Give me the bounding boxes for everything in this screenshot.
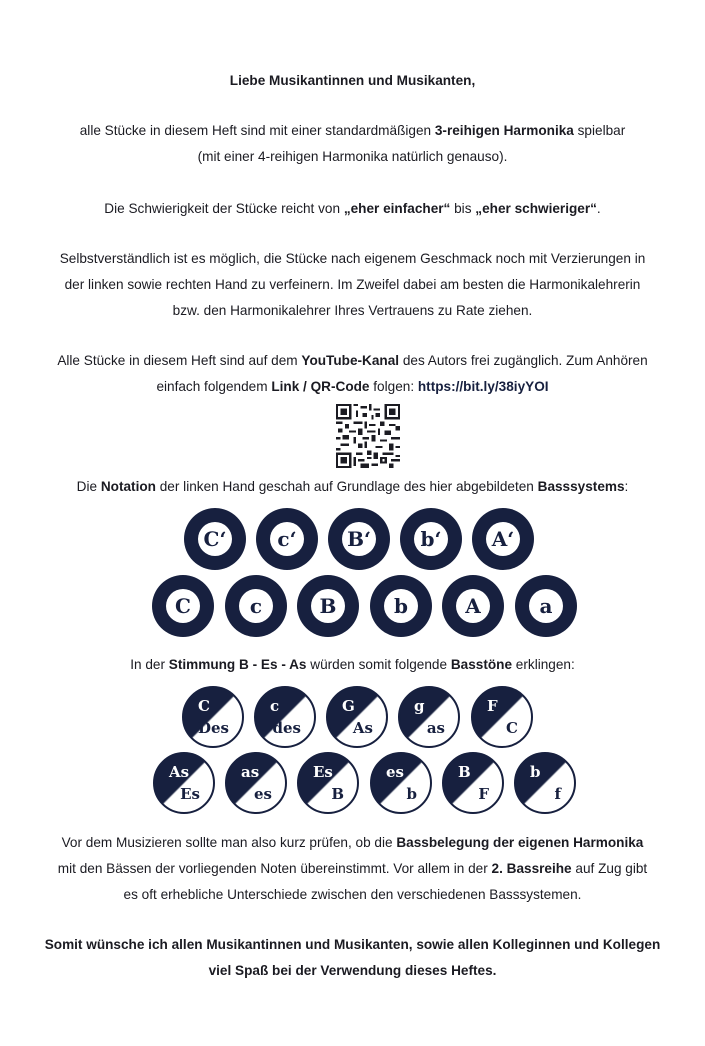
paragraph-check: Vor dem Musizieren sollte man also kurz prüfen, ob die Bassbelegung der eigenen Harmonika mit den Bässen der vorliegenden Noten übereinstimmt. Vor allem in der 2. Bassreihe auf Zug gibt es oft erhebliche Unterschiede zwischen den verschiedenen Basssystemen. (57, 835, 648, 902)
bass-button: C‘ (184, 508, 246, 570)
bass-button: b (370, 575, 432, 637)
tone-button: es b (370, 752, 432, 814)
bass-button: b‘ (400, 508, 462, 570)
greeting: Liebe Musikantinnen und Musikanten, (229, 73, 476, 88)
bass-button: B‘ (328, 508, 390, 570)
tone-button: as es (225, 752, 287, 814)
bass-button: a (515, 575, 577, 637)
bass-row-2 (0, 575, 705, 637)
paragraph-notation: Die Notation der linken Hand geschah auf Grundlage des hier abgebildeten Basssystems: (76, 479, 629, 494)
tone-button: g as (398, 686, 460, 748)
bass-button: A (442, 575, 504, 637)
closing: Somit wünsche ich allen Musikantinnen und Musikanten, sowie allen Kolleginnen und Kollegen viel Spaß bei der Verwendung dieses Heftes. (44, 937, 661, 978)
tone-button: B F (442, 752, 504, 814)
bass-button: c (225, 575, 287, 637)
paragraph-ornaments: Selbstverständlich ist es möglich, die Stücke nach eigenem Geschmack noch mit Verzierungen in der linken sowie rechten Hand zu verfeinern. Im Zweifel dabei am besten die Harmonikalehrerin bzw. den Harmonikalehrer Ihres Vertrauens zu Rate ziehen. (59, 251, 646, 318)
tone-button: b f (514, 752, 576, 814)
tone-row-2 (0, 752, 705, 814)
bass-button: B (297, 575, 359, 637)
paragraph-youtube: Alle Stücke in diesem Heft sind auf dem YouTube-Kanal des Autors frei zugänglich. Zum Anhören einfach folgendem Link / QR-Code folgen: https://bit.ly/38iyYOI (57, 353, 648, 394)
bass-row-1 (0, 508, 705, 570)
paragraph-difficulty: Die Schwierigkeit der Stücke reicht von „eher einfacher“ bis „eher schwieriger“. (104, 201, 601, 216)
bass-button: C (152, 575, 214, 637)
qr-code-icon[interactable] (336, 404, 400, 468)
paragraph-compatibility: alle Stücke in diesem Heft sind mit einer standardmäßigen 3-reihigen Harmonika spielbar (mit einer 4-reihigen Harmonika natürlich genauso). (79, 123, 626, 164)
tone-button: As Es (153, 752, 215, 814)
paragraph-tuning: In der Stimmung B - Es - As würden somit folgende Basstöne erklingen: (130, 657, 575, 672)
tone-button: C Des (182, 686, 244, 748)
tone-button: c des (254, 686, 316, 748)
bass-button: A‘ (472, 508, 534, 570)
tone-button: G As (326, 686, 388, 748)
youtube-link[interactable]: https://bit.ly/38iyYOI (417, 379, 549, 394)
tone-button: Es B (297, 752, 359, 814)
bass-button: c‘ (256, 508, 318, 570)
tone-button: F C (471, 686, 533, 748)
tone-row-1 (0, 686, 705, 748)
